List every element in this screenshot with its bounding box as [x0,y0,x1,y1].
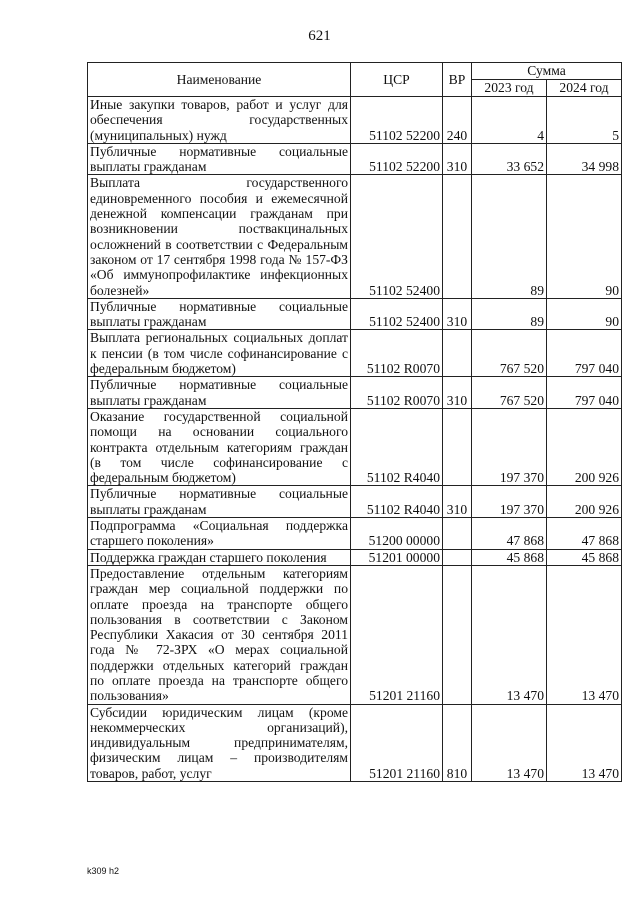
row-vr: 310 [443,298,472,330]
header-name: Наименование [88,63,351,97]
row-csr: 51102 52400 [351,175,443,298]
row-name: Публичные нормативные социальные выплаты гражданам [88,486,351,518]
row-vr: 240 [443,97,472,144]
row-sum-2023: 13 470 [472,565,547,704]
table-row [88,330,622,377]
row-name: Субсидии юридическим лицам (кроме некоммерческих организаций), индивидуальным предпринимателям, физическим лицам – производителям товаров, работ, услуг [88,704,351,781]
table-row [88,549,622,565]
row-csr: 51201 21160 [351,565,443,704]
row-csr: 51200 00000 [351,518,443,550]
row-vr [443,175,472,298]
row-sum-2024: 13 470 [547,704,622,781]
row-sum-2023: 197 370 [472,486,547,518]
row-sum-2024: 90 [547,175,622,298]
row-sum-2024: 47 868 [547,518,622,550]
table-row [88,175,622,298]
row-name: Подпрограмма «Социальная поддержка старшего поколения» [88,518,351,550]
footer-code: k309 h2 [87,866,120,876]
header-vr: ВР [443,63,472,97]
row-vr [443,408,472,485]
row-sum-2024: 797 040 [547,377,622,409]
row-name: Оказание государственной социальной помощи на основании социального контракта отдельным категориям граждан (в том числе софинансирование с федеральным бюджетом) [88,408,351,485]
row-csr: 51102 52400 [351,298,443,330]
row-sum-2023: 89 [472,298,547,330]
budget-table [87,62,622,782]
row-csr: 51102 R0070 [351,330,443,377]
table-row [88,704,622,781]
row-csr: 51201 21160 [351,704,443,781]
row-sum-2023: 767 520 [472,330,547,377]
row-name: Публичные нормативные социальные выплаты гражданам [88,377,351,409]
row-csr: 51102 52200 [351,97,443,144]
row-sum-2023: 767 520 [472,377,547,409]
row-csr: 51102 52200 [351,143,443,175]
table-row [88,298,622,330]
row-name: Иные закупки товаров, работ и услуг для обеспечения государственных (муниципальных) нужд [88,97,351,144]
table-row [88,518,622,550]
table-row [88,143,622,175]
row-sum-2023: 89 [472,175,547,298]
row-csr: 51102 R4040 [351,486,443,518]
row-vr [443,330,472,377]
row-vr [443,565,472,704]
row-csr: 51102 R0070 [351,377,443,409]
row-sum-2024: 200 926 [547,486,622,518]
row-vr: 810 [443,704,472,781]
table-row [88,97,622,144]
row-name: Выплата региональных социальных доплат к пенсии (в том числе софинансирование с федеральным бюджетом) [88,330,351,377]
row-sum-2024: 200 926 [547,408,622,485]
header-year-2024: 2024 год [547,80,622,97]
row-vr: 310 [443,143,472,175]
table-row [88,377,622,409]
row-sum-2024: 34 998 [547,143,622,175]
row-name: Предоставление отдельным категориям граждан мер социальной поддержки по оплате проезда на транспорте общего пользования в соответствии с Законом Республики Хакасия от 30 сентября 2011 года № 72-ЗРХ «О мерах социальной поддержки отдельных категорий граждан по оплате проезда на транспорте общего пользования» [88,565,351,704]
row-sum-2024: 45 868 [547,549,622,565]
row-csr: 51102 R4040 [351,408,443,485]
table-row [88,565,622,704]
header-sum: Сумма [472,63,622,80]
row-sum-2023: 47 868 [472,518,547,550]
row-sum-2023: 197 370 [472,408,547,485]
page-number: 621 [308,28,331,44]
row-name: Публичные нормативные социальные выплаты гражданам [88,143,351,175]
row-name: Выплата государственного единовременного пособия и ежемесячной денежной компенсации гражданам при возникновении поствакцинальных осложнений в соответствии с Федеральным законом от 17 сентября 1998 года № 157-ФЗ «Об иммунопрофилактике инфекционных болезней» [88,175,351,298]
row-vr: 310 [443,486,472,518]
row-csr: 51201 00000 [351,549,443,565]
row-vr: 310 [443,377,472,409]
row-sum-2023: 13 470 [472,704,547,781]
row-sum-2024: 5 [547,97,622,144]
header-year-2023: 2023 год [472,80,547,97]
row-sum-2024: 797 040 [547,330,622,377]
row-sum-2023: 33 652 [472,143,547,175]
row-sum-2024: 13 470 [547,565,622,704]
row-sum-2024: 90 [547,298,622,330]
row-name: Поддержка граждан старшего поколения [88,549,351,565]
row-vr [443,549,472,565]
row-vr [443,518,472,550]
row-name: Публичные нормативные социальные выплаты гражданам [88,298,351,330]
table-row [88,486,622,518]
row-sum-2023: 4 [472,97,547,144]
header-csr: ЦСР [351,63,443,97]
table-row [88,408,622,485]
row-sum-2023: 45 868 [472,549,547,565]
